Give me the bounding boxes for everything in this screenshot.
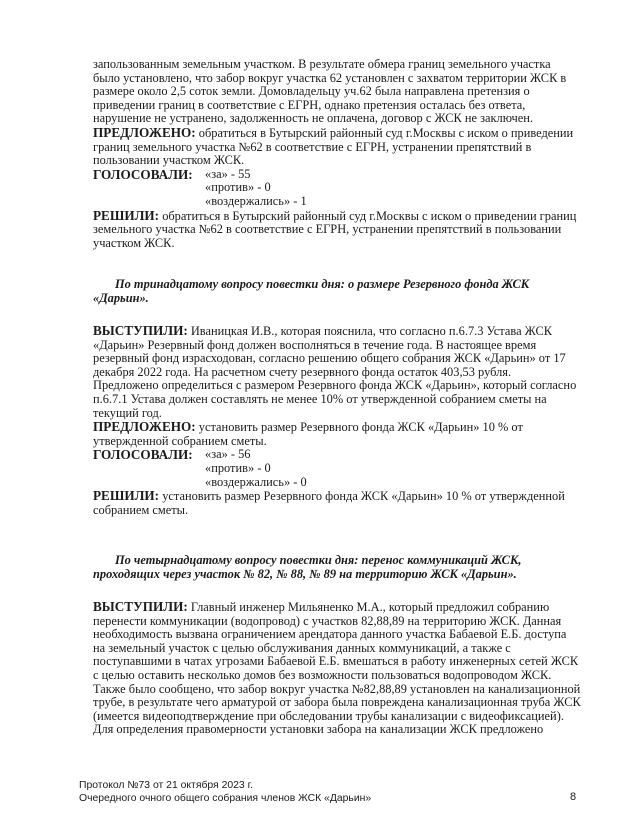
paragraph-line: собранием сметы. <box>93 502 189 517</box>
spoke-paragraph <box>93 600 598 615</box>
paragraph-line: утвержденной собранием сметы. <box>93 433 267 448</box>
vote-row <box>93 195 598 209</box>
page-number: 8 <box>570 791 577 803</box>
spoke-label: ВЫСТУПИЛИ: <box>93 599 188 614</box>
proposed-paragraph <box>93 420 598 435</box>
question-heading-line: По четырнадцатому вопросу повестки дня: перенос коммуникаций ЖСК, <box>115 553 522 567</box>
paragraph-line: трубе, в результате чего арматурой от забора была повреждена канализационная труба ЖСК <box>93 695 581 710</box>
spoke-paragraph <box>93 324 598 339</box>
paragraph-line: резервный фонд израсходован, согласно решению общего собрания ЖСК «Дарьин» от 17 <box>93 351 566 366</box>
decided-label: РЕШИЛИ: <box>93 207 160 223</box>
paragraph-line: пользовании участком ЖСК. <box>93 153 245 168</box>
paragraph-line: Также было сообщено, что забор вокруг участка №82,88,89 установлен на канализационной <box>93 681 581 696</box>
question-heading-line: проходящих через участок № 82, № 88, № 89 на территорию ЖСК «Дарьин». <box>93 566 517 581</box>
decided-label: РЕШИЛИ: <box>93 488 160 504</box>
footer-line: Протокол №73 от 21 октября 2023 г. <box>79 780 253 791</box>
paragraph-line: приведении границ в соответствие с ЕГРН, однако претензия осталась без ответа, <box>93 97 526 112</box>
decided-paragraph <box>93 489 598 504</box>
paragraph-line: на земельный участок с целью обслуживания данных коммуникаций, а также с <box>93 640 511 655</box>
decided-text: установить размер Резервного фонда ЖСК «Дарьин» 10 % от утвержденной <box>162 489 565 504</box>
vote-for: «за» - 55 <box>205 166 251 181</box>
footer <box>79 779 371 805</box>
proposed-text: установить размер Резервного фонда ЖСК «Дарьин» 10 % от <box>198 420 523 435</box>
vote-for: «за» - 56 <box>205 447 251 462</box>
vote-label: ГОЛОСОВАЛИ: <box>93 166 193 182</box>
footer-line: Очередного очного общего собрания членов ЖСК «Дарьин» <box>79 793 372 804</box>
spoke-text: Иваницкая И.В., которая пояснила, что согласно п.6.7.3 Устава ЖСК <box>190 324 552 338</box>
spoke-label: ВЫСТУПИЛИ: <box>93 323 188 338</box>
question-heading-line: «Дарьин». <box>93 290 149 305</box>
paragraph-line: Для определения правомерности установки забора на канализации ЖСК предложено <box>93 722 544 737</box>
paragraph-line: Предложено определиться с размером Резервного фонда ЖСК «Дарьин», который согласно <box>93 378 577 393</box>
paragraph-line: нарушение не устранено, задолженность не оплачена, договор с ЖСК не заключен. <box>93 111 533 126</box>
paragraph-line: необходимость вызвана ограничением арендатора данного участка Бабаевой Е.Б. доступа <box>93 627 567 642</box>
vote-row <box>93 462 598 476</box>
vote-against: «против» - 0 <box>205 460 271 475</box>
paragraph-line: поступавшими в чатах угрозами Бабаевой Е.Б. вмешаться в работу инженерных сетей ЖСК <box>93 654 579 669</box>
question13-heading <box>93 278 598 305</box>
paragraph-line: перенести коммуникации (водопровод) с участков 82,88,89 на территорию ЖСК. Данная <box>93 613 562 628</box>
paragraph-line: текущий год. <box>93 405 162 420</box>
proposed-paragraph <box>93 126 598 141</box>
vote-row <box>93 168 598 182</box>
paragraph-line: (имеется видеоподтверждение при обследовании трубы канализации с видеофиксацией). <box>93 708 564 723</box>
spoke-text: Главный инженер Мильяненко М.А., который предложил собранию <box>190 600 550 614</box>
paragraph-line: с целью оставить несколько домов без возможности пользоваться водопроводом ЖСК. <box>93 667 552 682</box>
paragraph-line: размере около 2,5 соток земли. Домовладельцу уч.62 была направлена претензия о <box>93 84 530 99</box>
paragraph-line: земельного участка №62 в соответствие с ЕГРН, устранении препятствий в пользовании <box>93 222 562 237</box>
paragraph-line: участком ЖСК. <box>93 235 175 250</box>
vote-against: «против» - 0 <box>205 180 271 195</box>
vote-label: ГОЛОСОВАЛИ: <box>93 447 193 463</box>
paragraph-line: декабря 2022 года. На расчетном счету резервного фонда остаток 403,53 рубля. <box>93 364 512 379</box>
vote-abstain: «воздержались» - 1 <box>205 193 307 208</box>
paragraph-line: было установлено, что забор вокруг участка 62 установлен с захватом территории ЖСК в <box>93 70 567 85</box>
vote-row <box>93 181 598 195</box>
vote-row <box>93 476 598 490</box>
paragraph-line: «Дарьин» Резервный фонд должен восполняться в течение года. В настоящее время <box>93 337 537 352</box>
question-heading-line: По тринадцатому вопросу повестки дня: о размере Резервного фонда ЖСК <box>115 277 530 291</box>
proposed-label: ПРЕДЛОЖЕНО: <box>93 124 196 140</box>
vote-row <box>93 448 598 462</box>
vote-abstain: «воздержались» - 0 <box>205 474 307 489</box>
paragraph-line: границ земельного участка №62 в соответствие с ЕГРН, устранении препятствий в <box>93 139 532 154</box>
paragraph-line: п.6.7.1 Устава должен составлять не менее 10% от утвержденной собранием сметы на <box>93 391 547 406</box>
question14-heading <box>93 554 598 581</box>
decided-text: обратиться в Бутырский районный суд г.Москвы с иском о приведении границ <box>162 208 577 223</box>
proposed-text: обратиться в Бутырский районный суд г.Москвы с иском о приведении <box>198 125 574 140</box>
paragraph-line: запользованным земельным участком. В результате обмера границ земельного участка <box>93 57 551 71</box>
question14-body <box>93 600 598 737</box>
proposed-label: ПРЕДЛОЖЕНО: <box>93 419 196 435</box>
decided-paragraph <box>93 209 598 224</box>
question12-continuation <box>93 58 598 250</box>
question13-body <box>93 324 598 517</box>
